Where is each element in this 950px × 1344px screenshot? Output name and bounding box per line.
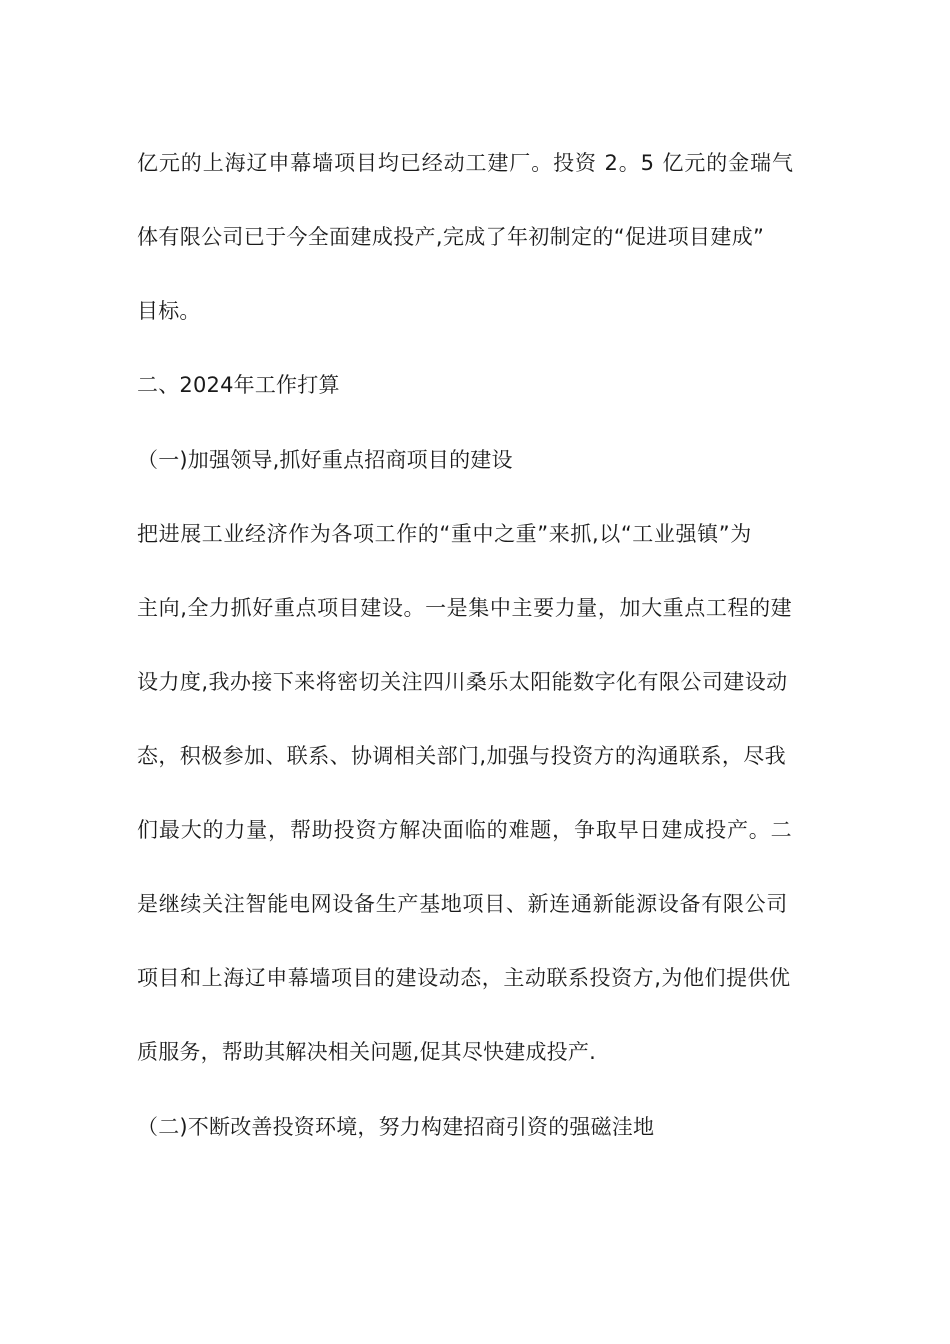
paragraph-line: 体有限公司已于今全面建成投产,完成了年初制定的“促进项目建成” [137,225,765,249]
paragraph-line: 是继续关注智能电网设备生产基地项目、新连通新能源设备有限公司 [137,892,788,916]
paragraph-line: 目标。 [137,299,201,323]
paragraph-line: 们最大的力量，帮助投资方解决面临的难题，争取早日建成投产。二 [137,818,793,842]
paragraph-line: 把进展工业经济作为各项工作的“重中之重”来抓,以“工业强镇”为 [137,522,752,546]
subsection-heading: （一)加强领导,抓好重点招商项目的建设 [137,448,513,472]
paragraph-line: 项目和上海辽申幕墙项目的建设动态，主动联系投资方,为他们提供优 [137,966,791,990]
paragraph-line: 质服务，帮助其解决相关问题,促其尽快建成投产. [137,1040,596,1064]
section-heading: 二、2024年工作打算 [137,373,340,397]
subsection-heading: （二)不断改善投资环境，努力构建招商引资的强磁洼地 [137,1115,655,1139]
paragraph-line: 设力度,我办接下来将密切关注四川桑乐太阳能数字化有限公司建设动 [137,670,788,694]
paragraph-line: 主向,全力抓好重点项目建设。一是集中主要力量，加大重点工程的建 [137,596,793,620]
paragraph-line: 态，积极参加、联系、协调相关部门,加强与投资方的沟通联系，尽我 [137,744,787,768]
paragraph-line: 亿元的上海辽申幕墙项目均已经动工建厂。投资 2。5 亿元的金瑞气 [137,151,794,175]
